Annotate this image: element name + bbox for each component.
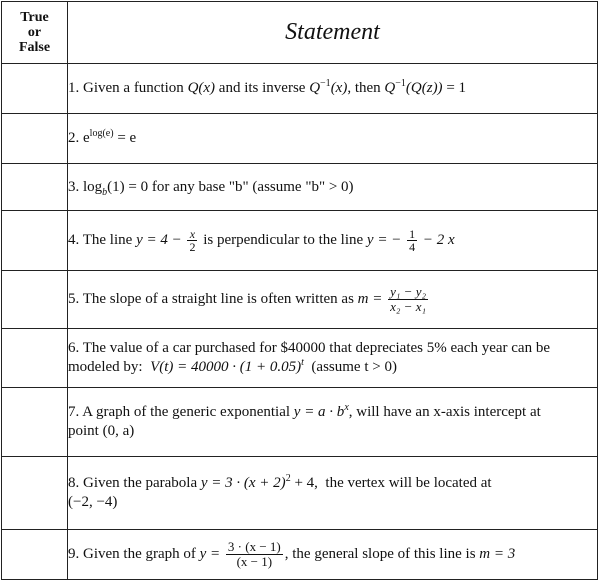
statement-text: 3 · (x − 1) [227, 539, 281, 554]
statement-text: is perpendicular to the line [203, 231, 364, 248]
statement-text: = e [117, 130, 137, 146]
statement-text: (x − 1) [236, 554, 273, 569]
statement-text: (assume t > 0) [311, 359, 397, 375]
statement-text: False [18, 40, 51, 55]
statement-text: 8. [68, 475, 80, 491]
answer-cell[interactable] [2, 211, 68, 271]
statement-cell [68, 457, 598, 530]
statement-text: or [27, 25, 42, 40]
statement-text: 4. [68, 231, 80, 248]
statement-text: 2 [189, 240, 196, 254]
statement-text: Given the parabola [83, 475, 198, 491]
statement-text: , will have an x-axis intercept at [348, 404, 541, 420]
statement-text: The line [82, 231, 133, 248]
statement-text: x [187, 228, 197, 241]
answer-cell[interactable] [2, 530, 68, 580]
statement-cell [68, 271, 598, 329]
table-row [2, 164, 598, 211]
statement-text: (x) [330, 80, 348, 96]
statement-text: log(e) [89, 128, 114, 139]
answer-cell[interactable] [2, 64, 68, 114]
statement-text: The value of a car purchased for $40000 that depreciates 5% each year can be [82, 340, 550, 356]
statement-text: log [83, 178, 103, 195]
answer-cell[interactable] [2, 164, 68, 211]
statement-text: −1 [320, 78, 331, 89]
statement-text: t [301, 357, 304, 368]
statement-cell [68, 530, 598, 580]
statement-text: y = [199, 545, 221, 562]
fraction [187, 228, 197, 253]
statement-text: 9. [68, 545, 80, 562]
statement-text: Q [309, 80, 321, 96]
statement-text: (−2, −4) [68, 494, 118, 510]
answer-cell[interactable] [2, 457, 68, 530]
statement-text: 6. [68, 340, 80, 356]
table-row [2, 114, 598, 164]
statement-text: and its inverse [218, 80, 306, 96]
table-row [2, 329, 598, 388]
statement-text: 2. [68, 130, 80, 146]
statement-cell [68, 64, 598, 114]
statement-text: −1 [395, 78, 406, 89]
statement-text: (Q(z)) [405, 80, 443, 96]
statement-text: + 4, [294, 475, 318, 491]
statement-text: x [344, 402, 349, 413]
statement-text: y = a · b [293, 404, 345, 420]
statement-cell [68, 388, 598, 457]
statement-text: point (0, a) [68, 423, 135, 439]
statement-text: y = 4 − [136, 231, 182, 248]
statement-text: , then [347, 80, 381, 96]
statement-text: the vertex will be located at [325, 475, 492, 491]
statement-text: modeled by: [68, 359, 143, 375]
statement-text: V(t) = 40000 · (1 + 0.05) [150, 359, 302, 375]
table-row [2, 211, 598, 271]
statement-text: for any base "b" (assume "b" > 0) [151, 178, 354, 195]
statement-text: 3. [68, 178, 80, 195]
answer-cell[interactable] [2, 329, 68, 388]
statement-text: m = [357, 290, 383, 307]
statement-text: − 2 x [422, 231, 455, 248]
statement-text: The slope of a straight line is often written as [82, 290, 354, 307]
statement-text: Given a function [83, 80, 184, 96]
statement-text: y = 3 · (x + 2) [200, 475, 286, 491]
statement-text: Q(x) [187, 80, 216, 96]
statement-text: y = − [366, 231, 402, 248]
statement-text: (1) = 0 [107, 178, 149, 195]
answer-cell[interactable] [2, 388, 68, 457]
statement-text: True [20, 10, 49, 25]
answer-cell[interactable] [2, 271, 68, 329]
statement-text: e [83, 130, 90, 146]
statement-text: Given the graph of [83, 545, 196, 562]
answer-cell[interactable] [2, 114, 68, 164]
true-false-header [2, 2, 68, 64]
fraction [226, 540, 283, 569]
statement-text: 2 [285, 473, 291, 484]
table-row [2, 530, 598, 580]
statement-cell [68, 211, 598, 271]
statement-text: x₂ − x₁ [390, 299, 426, 314]
fraction [407, 228, 417, 253]
fraction [388, 285, 428, 314]
statement-cell [68, 164, 598, 211]
statement-cell [68, 329, 598, 388]
table-row [2, 457, 598, 530]
statement-text: 7. [68, 404, 80, 420]
statement-text: 5. [68, 290, 80, 307]
statement-text: y₁ − y₂ [390, 284, 426, 299]
statement-text: Q [384, 80, 396, 96]
statement-cell [68, 114, 598, 164]
header-row [2, 2, 598, 64]
statement-text: 4 [409, 240, 416, 254]
statement-header: Statement [68, 2, 598, 64]
table-row [2, 64, 598, 114]
statement-text: b [102, 186, 108, 198]
statement-text: , the general slope of this line is [284, 545, 476, 562]
statement-text: A graph of the generic exponential [82, 404, 291, 420]
statement-text: = 1 [446, 80, 467, 96]
table-row [2, 271, 598, 329]
true-false-table [1, 1, 598, 580]
statement-text: m = 3 [479, 545, 516, 562]
statement-text: 1. [68, 80, 80, 96]
table-row [2, 388, 598, 457]
statement-text: 1 [409, 227, 416, 241]
